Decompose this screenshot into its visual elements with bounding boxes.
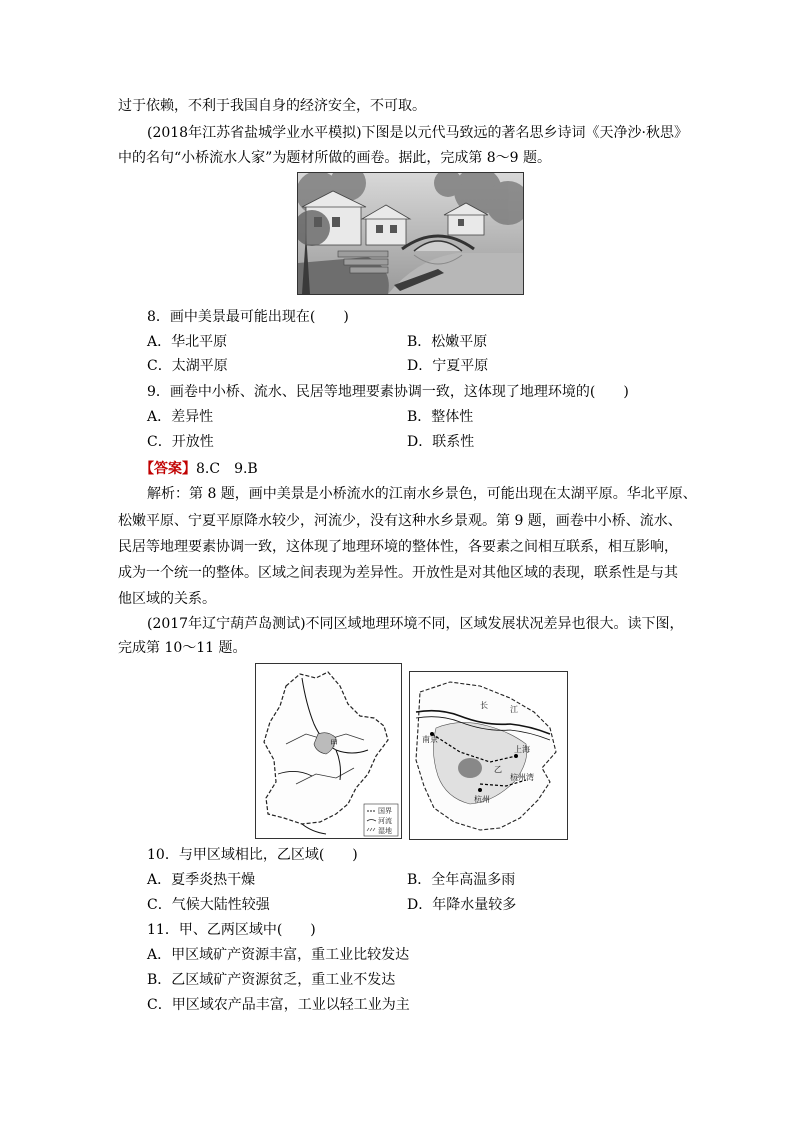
analysis-line-4: 成为一个统一的整体。区域之间表现为差异性。开放性是对其他区域的表现，联系性是与其 bbox=[118, 565, 678, 581]
map-jia-legend bbox=[364, 804, 398, 836]
intro-q10-11-line2: 完成第 10～11 题。 bbox=[118, 640, 247, 656]
q9-option-d: D．联系性 bbox=[407, 434, 475, 450]
q10-option-a: A．夏季炎热干燥 bbox=[147, 872, 256, 888]
analysis-line-3: 民居等地理要素协调一致，这体现了地理环境的整体性，各要素之间相互联系，相互影响， bbox=[118, 539, 678, 555]
label-hangzhou: 杭州 bbox=[474, 795, 490, 804]
analysis-line-2: 松嫩平原、宁夏平原降水较少，河流少，没有这种水乡景观。第 9 题，画卷中小桥、流水、 bbox=[118, 513, 682, 529]
map-jia bbox=[255, 663, 402, 839]
label-yi: 乙 bbox=[494, 765, 502, 774]
answer-line bbox=[140, 459, 258, 479]
q8-option-b: B．松嫩平原 bbox=[407, 334, 488, 350]
q10-option-c: C．气候大陆性较强 bbox=[147, 897, 270, 913]
q10-stem: 10．与甲区域相比，乙区域( ) bbox=[147, 847, 358, 863]
q8-option-c: C．太湖平原 bbox=[147, 358, 228, 374]
q8-option-d: D．宁夏平原 bbox=[407, 358, 489, 374]
q10-option-b: B．全年高温多雨 bbox=[407, 872, 516, 888]
q11-option-c: C．甲区域农产品丰富，工业以轻工业为主 bbox=[147, 997, 410, 1013]
q8-stem: 8．画中美景最可能出现在( ) bbox=[147, 309, 349, 325]
legend-wetland: 湿地 bbox=[378, 827, 392, 835]
q10-option-d: D．年降水量较多 bbox=[407, 897, 517, 913]
intro-q8-9-line1: (2018年江苏省盐城学业水平模拟)下图是以元代马致远的著名思乡诗词《天净沙·秋思》 bbox=[147, 125, 689, 141]
map-yi bbox=[409, 671, 568, 840]
q8-option-a: A．华北平原 bbox=[147, 334, 228, 350]
q9-stem: 9．画卷中小桥、流水、民居等地理要素协调一致，这体现了地理环境的( ) bbox=[147, 384, 629, 400]
legend-border: 国界 bbox=[378, 807, 392, 815]
continuation-line: 过于依赖，不利于我国自身的经济安全，不可取。 bbox=[118, 98, 426, 114]
q9-option-b: B．整体性 bbox=[407, 409, 474, 425]
analysis-line-5: 他区域的关系。 bbox=[118, 591, 216, 607]
analysis-line-1: 解析：第 8 题，画中美景是小桥流水的江南水乡景色，可能出现在太湖平原。华北平原、 bbox=[147, 486, 697, 502]
intro-q10-11-line1: (2017年辽宁葫芦岛测试)不同区域地理环境不同，区域发展状况差异也很大。读下图， bbox=[147, 616, 684, 632]
label-hangzhouwan: 杭州湾 bbox=[510, 773, 534, 782]
label-nanjing: 南京 bbox=[422, 735, 438, 744]
q11-option-a: A．甲区域矿产资源丰富，重工业比较发达 bbox=[147, 947, 410, 963]
answer-value: 8.C 9.B bbox=[196, 461, 258, 477]
answer-tag: 【答案】 bbox=[140, 461, 196, 477]
q11-option-b: B．乙区域矿产资源贫乏，重工业不发达 bbox=[147, 972, 396, 988]
label-chang: 长 bbox=[480, 701, 488, 710]
q9-option-c: C．开放性 bbox=[147, 434, 214, 450]
map-jia-label: 甲 bbox=[330, 739, 338, 748]
label-jiang: 江 bbox=[510, 705, 518, 714]
intro-q8-9-line2: 中的名句“小桥流水人家”为题材所做的画卷。据此，完成第 8～9 题。 bbox=[118, 150, 552, 166]
q11-stem: 11．甲、乙两区域中( ) bbox=[147, 922, 316, 938]
q9-option-a: A．差异性 bbox=[147, 409, 214, 425]
legend-river: 河流 bbox=[378, 817, 392, 825]
painting-figure bbox=[297, 172, 524, 295]
label-shanghai: 上海 bbox=[514, 745, 530, 754]
